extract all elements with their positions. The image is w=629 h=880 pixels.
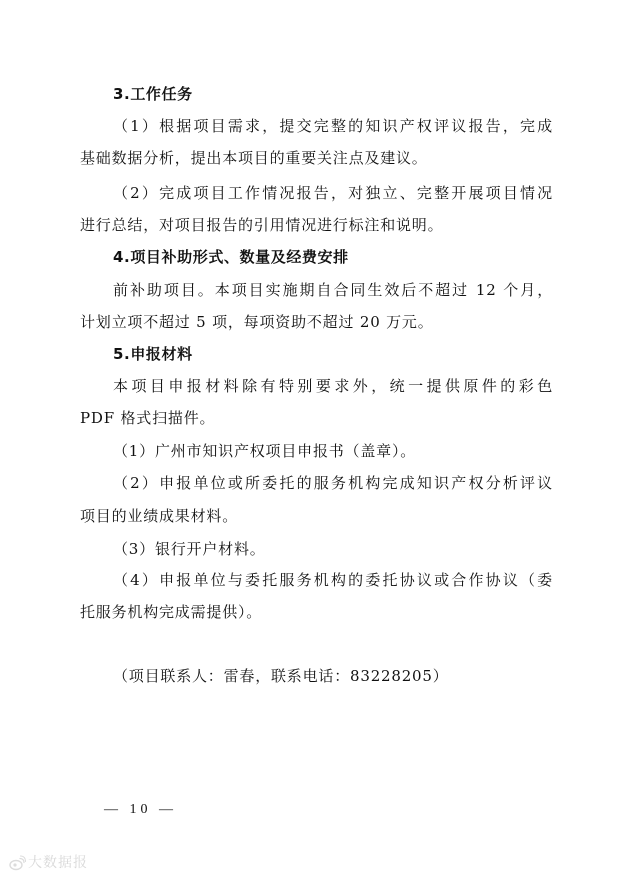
- section-4-paragraph-line-1: 前补助项目。本项目实施期自合同生效后不超过 12 个月，: [113, 281, 553, 299]
- section-3-item-2-line-2: 进行总结，对项目报告的引用情况进行标注和说明。: [80, 216, 444, 234]
- watermark: [8, 852, 90, 874]
- section-5-paragraph-line-1: 本项目申报材料除有特别要求外，统一提供原件的彩色: [113, 377, 553, 395]
- contact-info: （项目联系人：雷春，联系电话：83228205）: [113, 667, 449, 685]
- weibo-icon: [8, 854, 26, 872]
- section-5-item-3: （3）银行开户材料。: [113, 540, 266, 558]
- section-3-item-1-line-2: 基础数据分析，提出本项目的重要关注点及建议。: [80, 149, 428, 167]
- watermark-text: 大数据报: [28, 855, 88, 871]
- page-number: — 10 —: [104, 802, 177, 817]
- section-5-item-2-line-1: （2）申报单位或所委托的服务机构完成知识产权分析评议: [113, 474, 553, 492]
- section-4-heading: 4.项目补助形式、数量及经费安排: [113, 248, 349, 266]
- section-5-item-1: （1）广州市知识产权项目申报书（盖章）。: [113, 442, 417, 460]
- section-3-item-1-line-1: （1）根据项目需求，提交完整的知识产权评议报告，完成: [113, 117, 553, 135]
- section-5-paragraph-line-2: PDF 格式扫描件。: [80, 409, 216, 427]
- section-5-item-2-line-2: 项目的业绩成果材料。: [80, 507, 239, 525]
- section-4-paragraph-line-2: 计划立项不超过 5 项，每项资助不超过 20 万元。: [80, 313, 434, 331]
- section-5-item-4-line-2: 托服务机构完成需提供）。: [80, 603, 263, 621]
- section-3-heading: 3.工作任务: [113, 85, 193, 103]
- section-5-heading: 5.申报材料: [113, 345, 193, 363]
- section-3-item-2-line-1: （2）完成项目工作情况报告，对独立、完整开展项目情况: [113, 184, 553, 202]
- section-5-item-4-line-1: （4）申报单位与委托服务机构的委托协议或合作协议（委: [113, 571, 553, 589]
